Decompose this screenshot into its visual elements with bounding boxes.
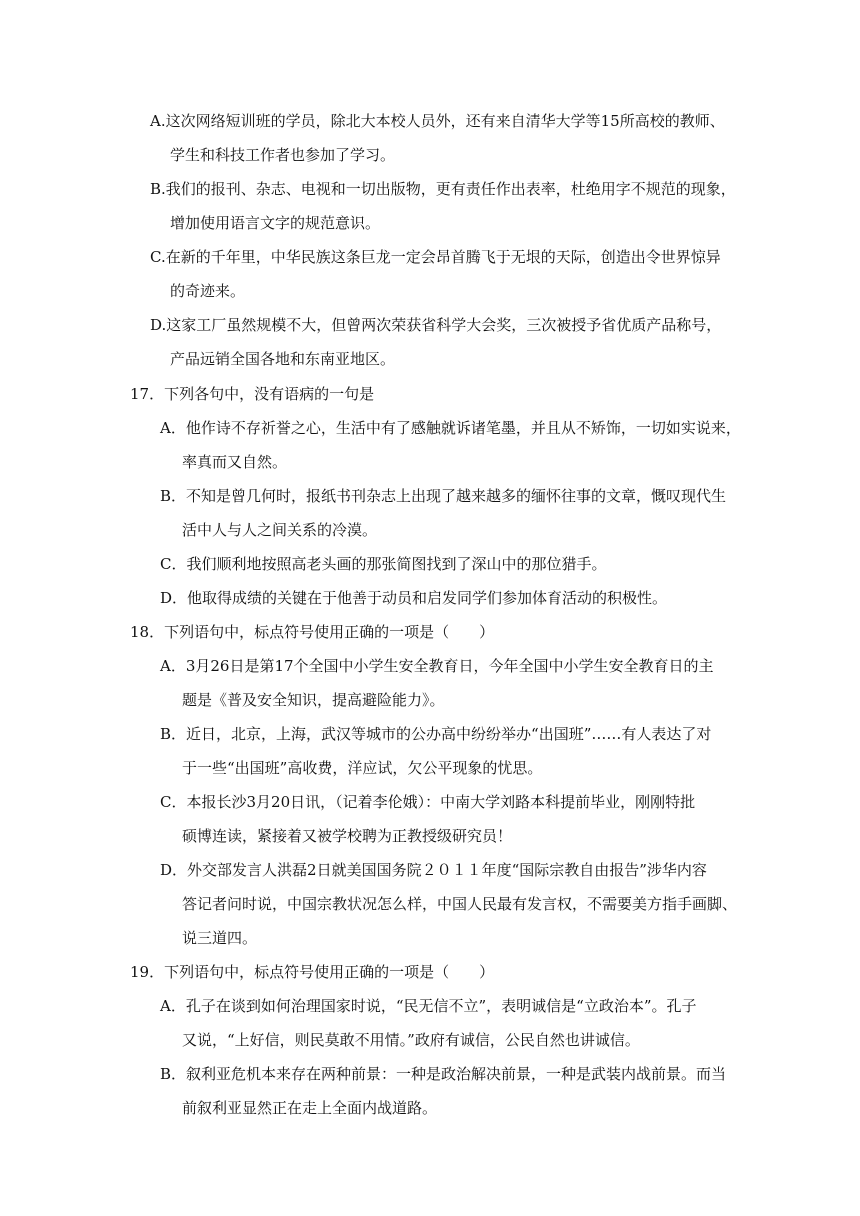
q16-option-d-line2: 产品远销全国各地和东南亚地区。: [170, 350, 396, 368]
q19-option-a-line2: 又说，“上好信，则民莫敢不用情。”政府有诚信，公民自然也讲诚信。: [182, 1031, 640, 1049]
q18-option-a-line1: A．3月26日是第17个全国中小学生安全教育日，今年全国中小学生安全教育日的主: [160, 657, 714, 675]
q17-option-d-line1: D．他取得成绩的关键在于他善于动员和启发同学们参加体育活动的积极性。: [160, 589, 668, 607]
q18-option-c-line2: 硕博连读，紧接着又被学校聘为正教授级研究员！: [182, 827, 513, 845]
q16-option-a-line1: A.这次网络短训班的学员，除北大本校人员外，还有来自清华大学等15所高校的教师、: [150, 112, 725, 130]
q16-option-d-line1: D.这家工厂虽然规模不大，但曾两次荣获省科学大会奖，三次被授予省优质产品称号，: [150, 316, 722, 334]
q18-option-d-line2: 答记者问时说，中国宗教状况怎么样，中国人民最有发言权，不需要美方指手画脚、: [182, 895, 738, 913]
q16-option-c-line2: 的奇迹来。: [170, 282, 246, 300]
q17-option-a-line1: A．他作诗不存祈誉之心，生活中有了感触就诉诸笔墨，并且从不矫饰，一切如实说来，: [160, 419, 741, 437]
q17-option-c-line1: C．我们顺利地按照高老头画的那张简图找到了深山中的那位猎手。: [160, 555, 607, 573]
q17-option-b-line1: B．不知是曾几何时，报纸书刊杂志上出现了越来越多的缅怀往事的文章，慨叹现代生: [160, 487, 727, 505]
q19-option-a-line1: A．孔子在谈到如何治理国家时说，“民无信不立”，表明诚信是“立政治本”。孔子: [160, 997, 697, 1015]
q17-option-a-line2: 率真而又自然。: [182, 453, 288, 471]
q19-option-b-line2: 前叙利亚显然正在走上全面内战道路。: [182, 1099, 438, 1117]
q17-stem: 17．下列各句中，没有语病的一句是: [130, 385, 375, 403]
q16-option-b-line1: B.我们的报刊、杂志、电视和一切出版物，更有责任作出表率，杜绝用字不规范的现象，: [150, 180, 736, 198]
q19-option-b-line1: B．叙利亚危机本来存在两种前景：一种是政治解决前景，一种是武装内战前景。而当: [160, 1065, 727, 1083]
q18-option-b-line1: B．近日，北京，上海，武汉等城市的公办高中纷纷举办“出国班”……有人表达了对: [160, 725, 712, 743]
q19-stem: 19．下列语句中，标点符号使用正确的一项是（ ）: [130, 963, 495, 981]
q16-option-a-line2: 学生和科技工作者也参加了学习。: [170, 146, 396, 164]
q16-option-b-line2: 增加使用语言文字的规范意识。: [170, 214, 381, 232]
q18-option-d-line3: 说三道四。: [182, 929, 258, 947]
q18-option-b-line2: 于一些“出国班”高收费，洋应试，欠公平现象的忧思。: [182, 759, 543, 777]
q16-option-c-line1: C.在新的千年里，中华民族这条巨龙一定会昂首腾飞于无垠的天际，创造出令世界惊异: [150, 248, 721, 266]
q18-option-d-line1: D．外交部发言人洪磊2日就美国国务院２０１１年度“国际宗教自由报告”涉华内容: [160, 861, 707, 879]
q18-stem: 18．下列语句中，标点符号使用正确的一项是（ ）: [130, 623, 495, 641]
q17-option-b-line2: 活中人与人之间关系的冷漠。: [182, 521, 378, 539]
q18-option-a-line2: 题是《普及安全知识，提高避险能力》。: [182, 691, 445, 709]
q18-option-c-line1: C．本报长沙3月20日讯，（记着李伦娥）：中南大学刘路本科提前毕业，刚刚特批: [160, 793, 696, 811]
